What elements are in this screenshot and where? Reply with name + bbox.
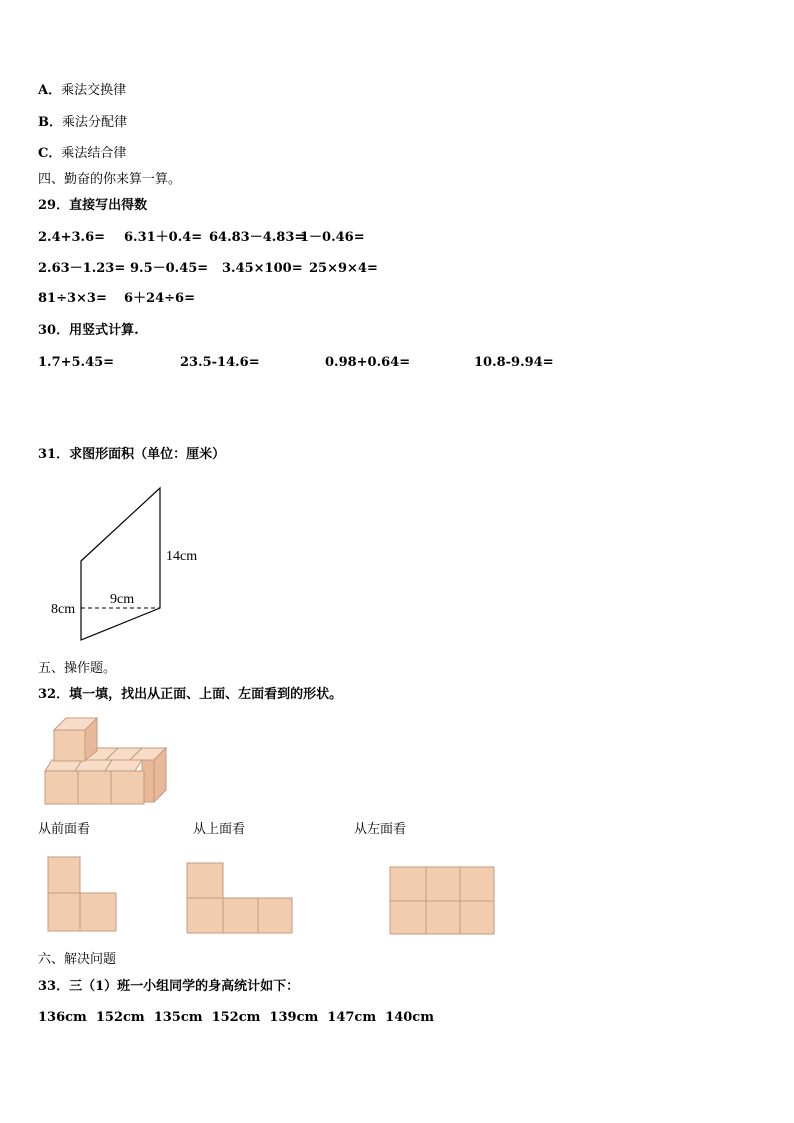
option-a-letter: A． bbox=[38, 83, 62, 98]
q29-expr: 6.31＋0.4= bbox=[124, 230, 203, 245]
option-a bbox=[38, 83, 126, 99]
q33-title: 33．三（1）班一小组同学的身高统计如下： bbox=[38, 979, 300, 994]
view-label-top: 从上面看 bbox=[193, 822, 246, 837]
option-a-text: 乘法交换律 bbox=[61, 83, 127, 98]
base-label: 9cm bbox=[110, 592, 135, 607]
front-view-figure bbox=[45, 855, 120, 935]
left-side-label: 8cm bbox=[51, 602, 76, 617]
option-c-text: 乘法结合律 bbox=[61, 146, 127, 161]
q29-expr: 25×9×4= bbox=[309, 261, 378, 276]
section-4-title: 四、勤奋的你来算一算。 bbox=[38, 172, 182, 187]
option-b-text: 乘法分配律 bbox=[62, 115, 128, 130]
parallelogram-figure bbox=[40, 480, 240, 650]
q30-title: 30．用竖式计算. bbox=[38, 323, 139, 338]
top-view-figure bbox=[184, 861, 296, 937]
q30-expr: 1.7+5.45= bbox=[38, 355, 115, 370]
q29-expr: 64.83－4.83= bbox=[209, 230, 306, 245]
section-5-title: 五、操作题。 bbox=[38, 661, 117, 676]
left-view-figure bbox=[387, 864, 499, 938]
view-label-left: 从左面看 bbox=[354, 822, 407, 837]
q30-expr: 23.5-14.6= bbox=[180, 355, 260, 370]
q31-title: 31．求图形面积（单位：厘米） bbox=[38, 447, 226, 462]
parallelogram-shape bbox=[81, 488, 160, 640]
view-label-front: 从前面看 bbox=[38, 822, 91, 837]
q29-expr: 81÷3×3= bbox=[38, 291, 107, 306]
q29-title: 29．直接写出得数 bbox=[38, 198, 148, 213]
q29-expr: 3.45×100= bbox=[222, 261, 303, 276]
q29-expr: 2.4+3.6= bbox=[38, 230, 106, 245]
q30-expr: 0.98+0.64= bbox=[325, 355, 411, 370]
right-side-label: 14cm bbox=[166, 549, 198, 564]
q30-expr: 10.8-9.94= bbox=[474, 355, 554, 370]
q29-expr: 1－0.46= bbox=[300, 230, 365, 245]
q33-height-data: 136cm 152cm 135cm 152cm 139cm 147cm 140cm bbox=[38, 1010, 434, 1025]
option-c-letter: C． bbox=[38, 146, 62, 161]
section-6-title: 六、解决问题 bbox=[38, 952, 117, 967]
cube-stack-figure bbox=[40, 715, 175, 810]
q29-expr: 9.5－0.45= bbox=[130, 261, 209, 276]
q29-expr: 2.63－1.23= bbox=[38, 261, 126, 276]
q32-title: 32．填一填，找出从正面、上面、左面看到的形状。 bbox=[38, 687, 343, 702]
option-c bbox=[38, 146, 126, 162]
option-b-letter: B． bbox=[38, 115, 62, 130]
option-b bbox=[38, 115, 127, 131]
q29-expr: 6＋24÷6= bbox=[124, 291, 195, 306]
